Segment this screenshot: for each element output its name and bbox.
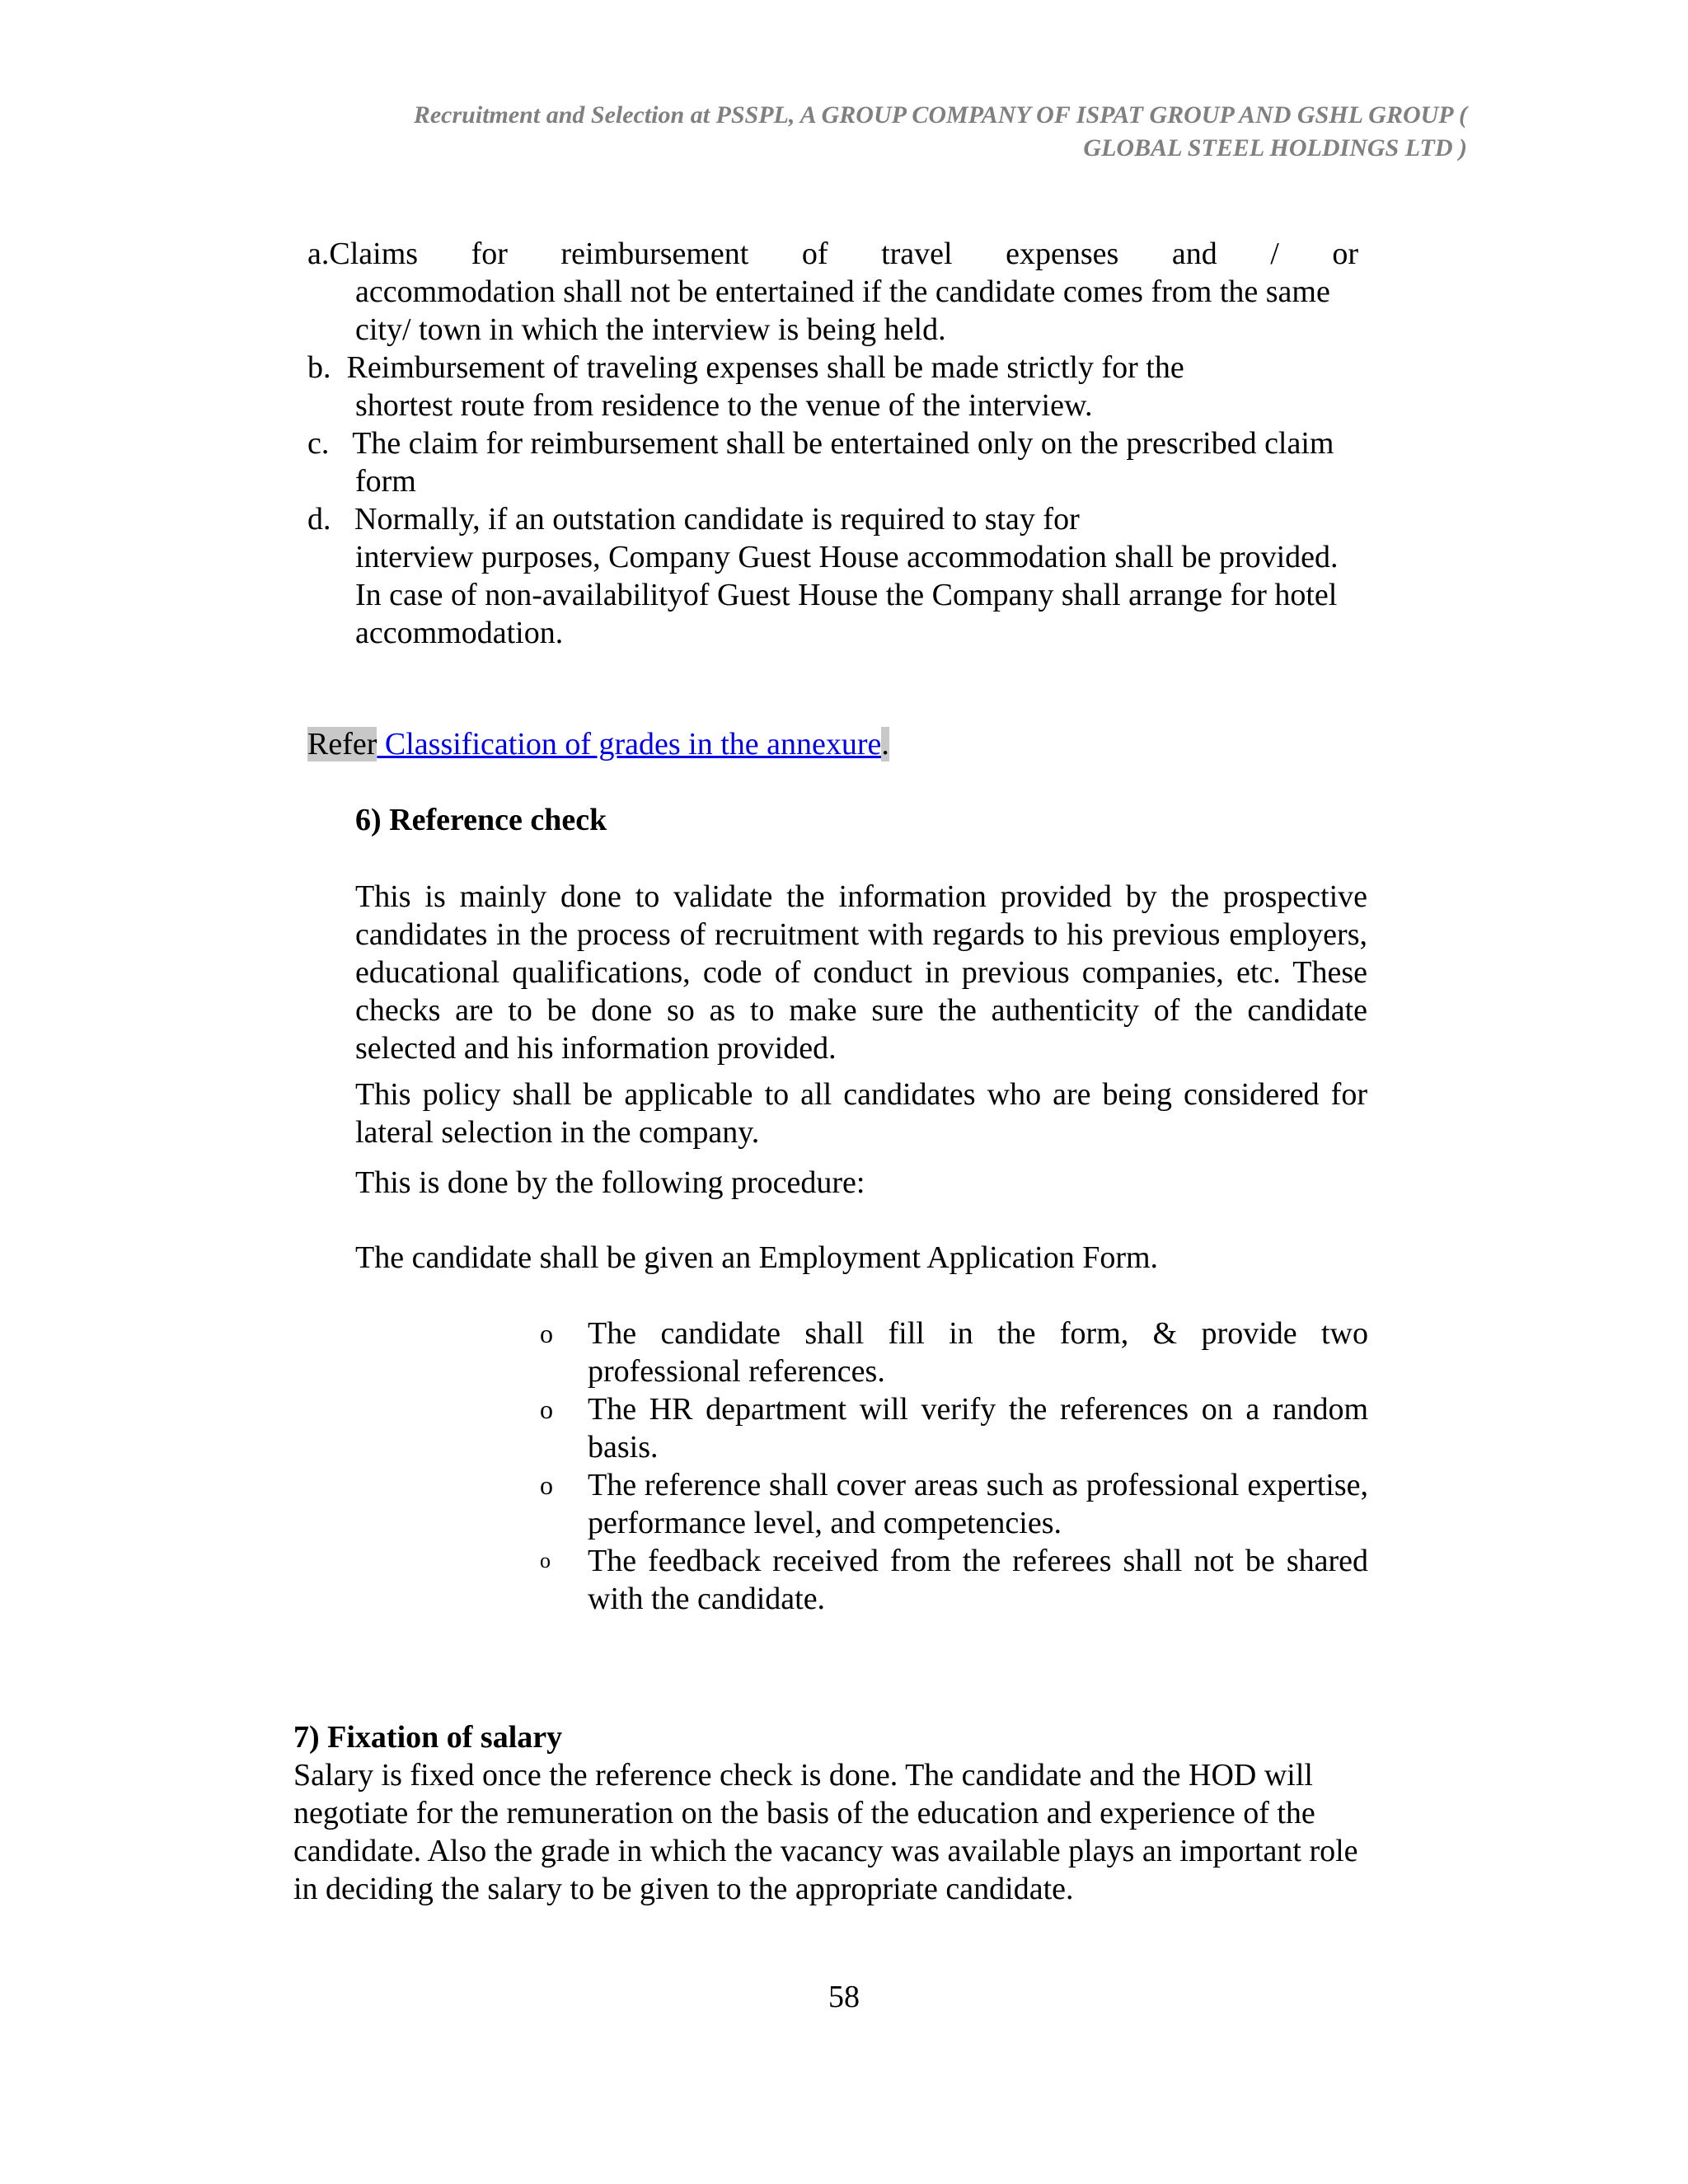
list-marker: d. xyxy=(307,502,354,537)
list-item-first-line: Claims for reimbursement of travel expenses and / or xyxy=(329,237,1358,271)
reference-check-paragraph: This is mainly done to validate the information provided by the prospective candidates in the process of recruitment with regards to his previous employers, educational qualifications, code of conduct in previous companies, etc. These checks are to be done so as to make sure the authenticity of the candidate selected and his information provided. xyxy=(355,879,1367,1066)
application-form-paragraph: The candidate shall be given an Employment Application Form. xyxy=(355,1240,1159,1275)
list-item-continuation: accommodation shall not be entertained if the candidate comes from the same city/ town in which the interview is being held. xyxy=(355,274,1330,347)
bullet-icon: o xyxy=(540,1319,553,1348)
list-item xyxy=(307,349,1461,424)
list-item xyxy=(307,500,1461,652)
refer-suffix: . xyxy=(881,727,889,762)
bullet-text: The reference shall cover areas such as professional expertise, performance level, and competencies. xyxy=(588,1468,1368,1540)
list-marker: a. xyxy=(307,237,330,271)
list-item xyxy=(540,1466,1368,1542)
list-item xyxy=(307,235,1461,349)
bullet-text: The feedback received from the referees shall not be shared with the candidate. xyxy=(588,1544,1368,1616)
running-header-line-2: GLOBAL STEEL HOLDINGS LTD ) xyxy=(1083,134,1467,162)
list-item-first-line: Reimbursement of traveling expenses shall be made strictly for the xyxy=(346,350,1184,385)
bullet-icon: o xyxy=(540,1470,553,1500)
bullet-icon: o xyxy=(540,1549,551,1572)
procedure-paragraph: This is done by the following procedure: xyxy=(355,1165,865,1200)
list-item xyxy=(540,1390,1368,1466)
refer-prefix: Refer xyxy=(307,727,377,762)
list-marker: b. xyxy=(307,350,347,385)
list-item-continuation: shortest route from residence to the venue of the interview. xyxy=(355,388,1093,423)
bullet-text: The HR department will verify the references on a random basis. xyxy=(588,1392,1368,1465)
list-item-first-line: The claim for reimbursement shall be entertained only on the prescribed claim xyxy=(352,426,1334,461)
list-item-first-line: Normally, if an outstation candidate is required to stay for xyxy=(354,502,1080,537)
bullet-text: The candidate shall fill in the form, & provide two professional references. xyxy=(588,1316,1368,1389)
policy-paragraph: This policy shall be applicable to all candidates who are being considered for lateral selection in the company. xyxy=(355,1077,1367,1150)
list-item xyxy=(540,1315,1368,1390)
travel-claims-list xyxy=(307,235,1461,652)
refer-annexure-line xyxy=(307,724,889,765)
annexure-link[interactable]: Classification of grades in the annexure xyxy=(377,727,882,762)
running-header xyxy=(297,99,1467,165)
list-item xyxy=(540,1542,1368,1618)
section-heading-fixation-of-salary: 7) Fixation of salary xyxy=(293,1720,563,1755)
procedure-bullet-list xyxy=(540,1315,1368,1618)
list-marker: c. xyxy=(307,426,353,461)
list-item-continuation: form xyxy=(355,464,416,499)
list-item-continuation: interview purposes, Company Guest House accommodation shall be provided. In case of non-availabilityof Guest House the Company shall arrange for hotel accommodation. xyxy=(355,540,1339,650)
list-item xyxy=(307,424,1461,500)
page-number: 58 xyxy=(828,1980,860,2014)
section-heading-reference-check: 6) Reference check xyxy=(355,803,607,837)
running-header-line-1: Recruitment and Selection at PSSPL, A GROUP COMPANY OF ISPAT GROUP AND GSHL GROUP ( xyxy=(413,101,1467,129)
salary-paragraph: Salary is fixed once the reference check is done. The candidate and the HOD will negotiate for the remuneration on the basis of the education and experience of the candidate. Also the grade in which the vacancy was available plays an important role in deciding the salary to be given to the appropriate candidate. xyxy=(293,1758,1358,1906)
bullet-icon: o xyxy=(540,1394,553,1424)
